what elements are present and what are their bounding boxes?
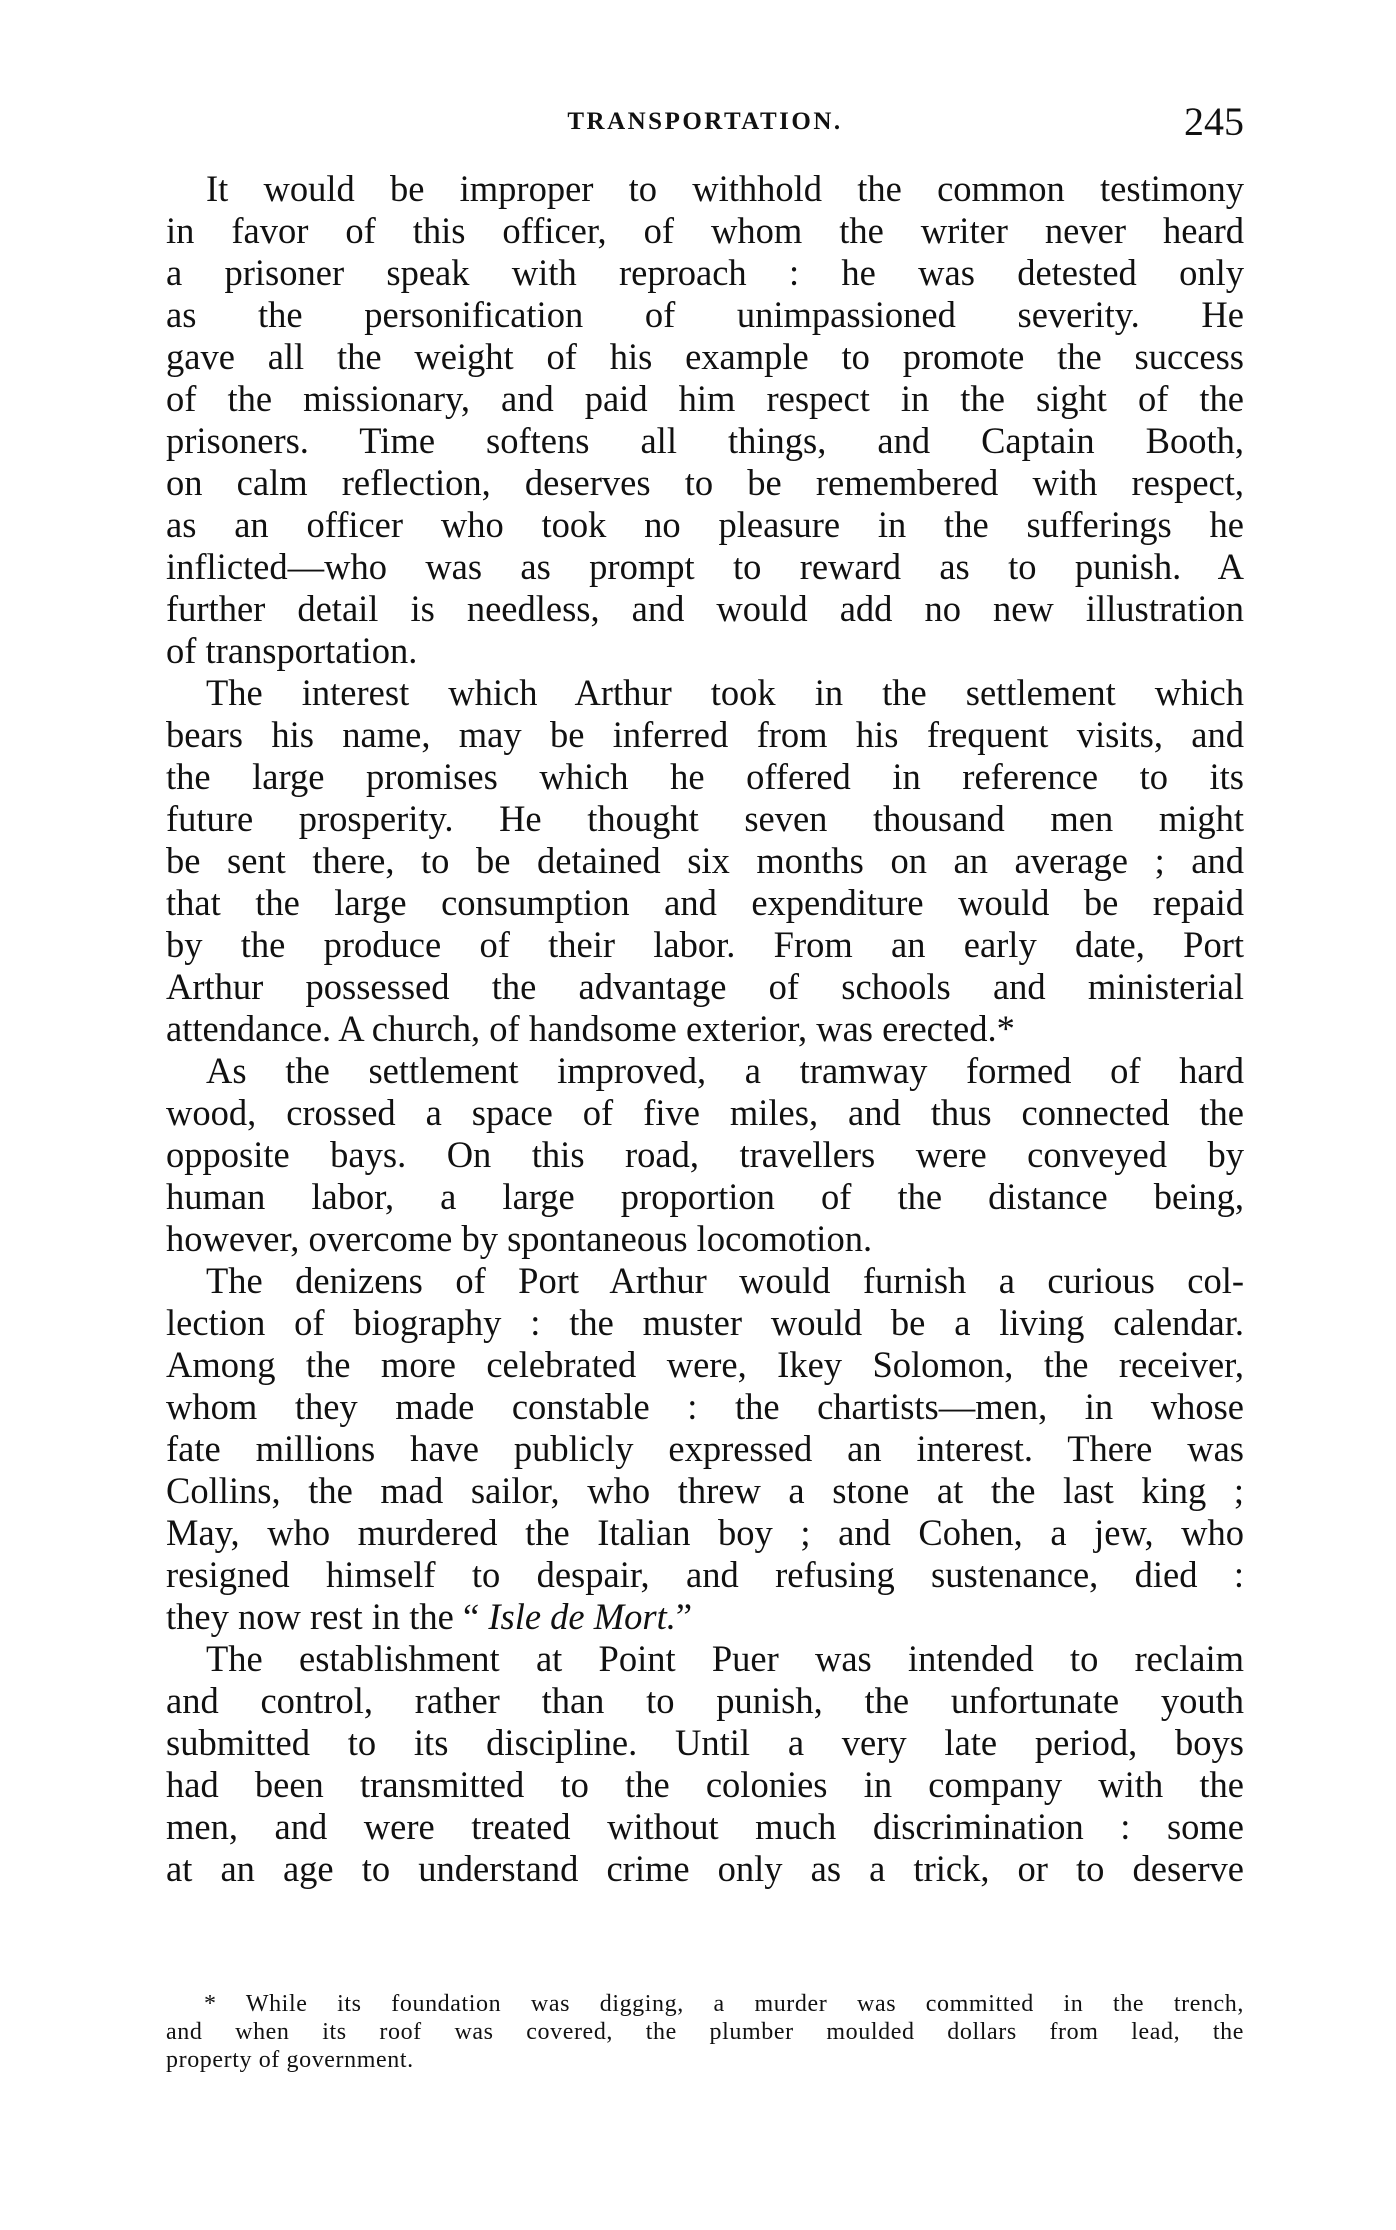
footnote <box>166 1990 1244 2074</box>
text-line: whom they made constable : the chartists—men, in whose <box>166 1386 1244 1427</box>
text-line: human labor, a large proportion of the distance being, <box>166 1176 1244 1217</box>
text-line: however, overcome by spontaneous locomotion. <box>166 1218 873 1259</box>
text-line: in favor of this officer, of whom the writer never heard <box>166 210 1244 251</box>
text-line: The denizens of Port Arthur would furnish a curious col- <box>206 1260 1244 1301</box>
text-line: fate millions have publicly expressed an interest. There was <box>166 1428 1244 1469</box>
text-line: bears his name, may be inferred from his frequent visits, and <box>166 714 1244 755</box>
body-text <box>166 168 1244 1890</box>
text-line: Among the more celebrated were, Ikey Solomon, the receiver, <box>166 1344 1244 1385</box>
footnote-line: and when its roof was covered, the plumber moulded dollars from lead, the <box>166 2019 1244 2045</box>
text-line: a prisoner speak with reproach : he was detested only <box>166 252 1244 293</box>
text-line <box>166 1596 1244 1638</box>
text-line: as the personification of unimpassioned severity. He <box>166 294 1244 335</box>
quoted-phrase: Isle de Mort. <box>488 1596 676 1637</box>
text-line: The interest which Arthur took in the settlement which <box>206 672 1244 713</box>
text-line: of transportation. <box>166 630 418 671</box>
text-line: As the settlement improved, a tramway formed of hard <box>206 1050 1244 1091</box>
text-line: of the missionary, and paid him respect in the sight of the <box>166 378 1244 419</box>
close-quote: ” <box>675 1596 693 1637</box>
text-line: future prosperity. He thought seven thousand men might <box>166 798 1244 839</box>
open-quote: “ <box>463 1596 480 1637</box>
text-line: wood, crossed a space of five miles, and thus connected the <box>166 1092 1244 1133</box>
text-line: lection of biography : the muster would be a living calendar. <box>166 1302 1244 1343</box>
text-line: gave all the weight of his example to promote the success <box>166 336 1244 377</box>
text-line: men, and were treated without much discrimination : some <box>166 1806 1244 1847</box>
text-line: Arthur possessed the advantage of schools and ministerial <box>166 966 1244 1007</box>
text-line: Collins, the mad sailor, who threw a stone at the last king ; <box>166 1470 1244 1511</box>
text-line: May, who murdered the Italian boy ; and Cohen, a jew, who <box>166 1512 1244 1553</box>
text-line: further detail is needless, and would add no new illustration <box>166 588 1244 629</box>
text-line-start: they now rest in the <box>166 1596 454 1637</box>
footnote-line: * While its foundation was digging, a murder was committed in the trench, <box>204 1991 1244 2017</box>
text-line: had been transmitted to the colonies in company with the <box>166 1764 1244 1805</box>
text-line: attendance. A church, of handsome exterior, was erected.* <box>166 1008 1015 1049</box>
text-line: on calm reflection, deserves to be remembered with respect, <box>166 462 1244 503</box>
text-line: resigned himself to despair, and refusing sustenance, died : <box>166 1554 1244 1595</box>
text-line: and control, rather than to punish, the unfortunate youth <box>166 1680 1244 1721</box>
text-line: by the produce of their labor. From an early date, Port <box>166 924 1244 965</box>
text-line: the large promises which he offered in reference to its <box>166 756 1244 797</box>
text-line: submitted to its discipline. Until a very late period, boys <box>166 1722 1244 1763</box>
text-line: inflicted—who was as prompt to reward as to punish. A <box>166 546 1244 587</box>
text-line: The establishment at Point Puer was intended to reclaim <box>206 1638 1244 1679</box>
text-line: at an age to understand crime only as a trick, or to deserve <box>166 1848 1244 1889</box>
text-line: opposite bays. On this road, travellers were conveyed by <box>166 1134 1244 1175</box>
text-line: prisoners. Time softens all things, and Captain Booth, <box>166 420 1244 461</box>
text-line: be sent there, to be detained six months on an average ; and <box>166 840 1244 881</box>
running-title: TRANSPORTATION. <box>567 108 843 135</box>
footnote-line: property of government. <box>166 2047 414 2073</box>
text-line: as an officer who took no pleasure in the sufferings he <box>166 504 1244 545</box>
text-line: that the large consumption and expenditure would be repaid <box>166 882 1244 923</box>
running-head <box>166 100 1244 150</box>
text-line: It would be improper to withhold the common testimony <box>206 168 1244 209</box>
page-number: 245 <box>1184 99 1244 144</box>
